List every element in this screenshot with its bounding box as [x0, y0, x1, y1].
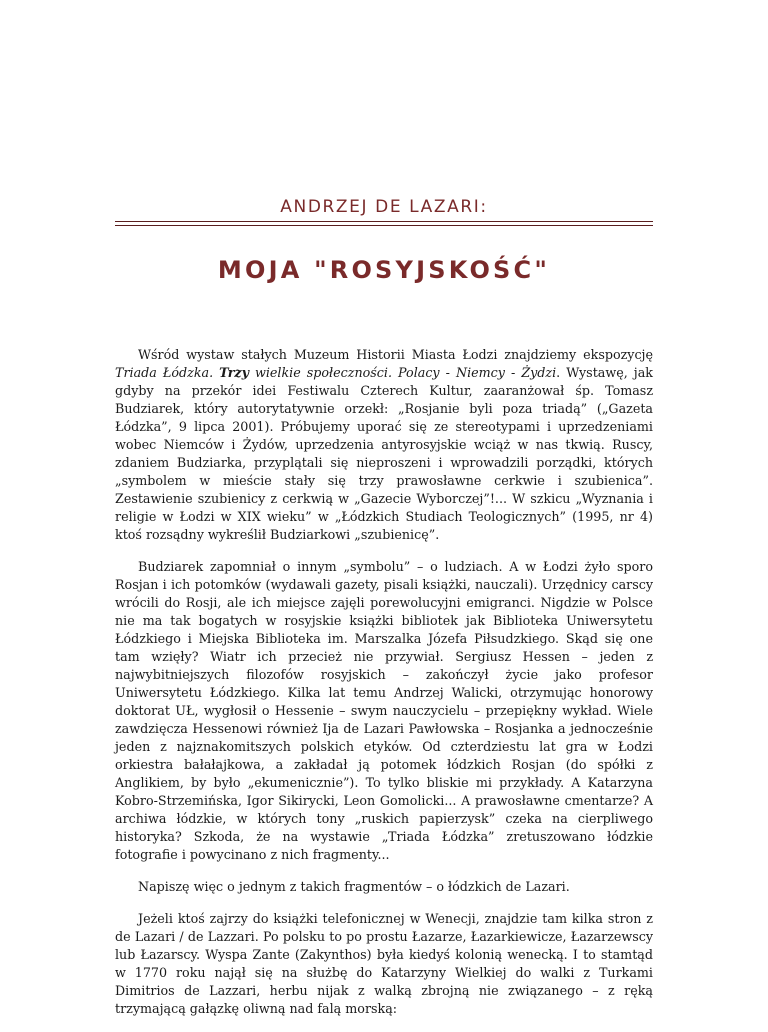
paragraph-1-exhibit-subtitle	[219, 365, 556, 380]
header-rule-bottom	[115, 225, 653, 226]
paragraph-1-exhibit-title: Triada Łódzka.	[115, 365, 214, 380]
article-title: MOJA "ROSYJSKOŚĆ"	[217, 256, 551, 284]
author-name: ANDRZEJ DE LAZARI:	[280, 197, 488, 217]
header-rule-top	[115, 221, 653, 222]
article-body	[115, 346, 653, 1032]
paragraph-1-text-f: . Wystawę, jak gdyby na przekór idei Festiwalu Czterech Kultur, zaaranżował śp. Tomasz Budziarek, który autorytatywnie orzekł: „Rosjanie byli poza triadą” („Gazeta Łódzka”, 9 lipca 2001). Próbujemy uporać się ze stereotypami i uprzedzeniami wobec Niemców i Żydów, uprzedzenia antyrosyjskie wciąż w nas tkwią. Ruscy, zdaniem Budziarka, przyplątali się nieproszeni i wprowadzili porządki, których „symbolem w mieście stały się trzy prawosławne cerkwie i szubienica”. Zestawienie szubienicy z cerkwią w „Gazecie Wyborczej”!... W szkicu „Wyznania i religie w Łodzi w XIX wieku” w „Łódzkich Studiach Teologicznych” (1995, nr 4) ktoś rozsądny wykreślił Budziarkowi „szubienicę”.	[115, 365, 653, 542]
paragraph-2: Budziarek zapomniał o innym „symbolu” – o ludziach. A w Łodzi żyło sporo Rosjan i ich potomków (wydawali gazety, pisali książki, nauczali). Urzędnicy carscy wrócili do Rosji, ale ich miejsce zajęli porewolucyjni emigranci. Nigdzie w Polsce nie ma tak bogatych w rosyjskie książki bibliotek jak Biblioteka Uniwersytetu Łódzkiego i Miejska Biblioteka im. Marszalka Józefa Piłsudzkiego. Skąd się one tam wzięły? Wiatr ich przecież nie przywiał. Sergiusz Hessen – jeden z najwybitniejszych filozofów rosyjskich – zakończył życie jako profesor Uniwersytetu Łódzkiego. Kilka lat temu Andrzej Walicki, otrzymując honorowy doktorat UŁ, wygłosił o Hessenie – swym nauczycielu – przepiękny wykład. Wiele zawdzięcza Hessenowi również Ija de Lazari Pawłowska – Rosjanka a jednocześnie jeden z najznakomitszych polskich etyków. Od czterdziestu lat gra w Łodzi orkiestra bałałajkowa, a zakładał ją potomek łódzkich Rosjan (do spółki z Anglikiem, by było „ekumenicznie”). To tylko bliskie mi przykłady. A Katarzyna Kobro-Strzemińska, Igor Sikirycki, Leon Gomolicki... A prawosławne cmentarze? A archiwa łódzkie, w których tony „ruskich papierzysk” czeka na cierpliwego historyka? Szkoda, że na wystawie „Triada Łódzka” zretuszowano łódzkie fotografie i powycinano z nich fragmenty...	[115, 559, 653, 862]
paragraph-1	[115, 346, 653, 544]
paragraph-1-text-a: Wśród wystaw stałych Muzeum Historii Miasta Łodzi znajdziemy ekspozycję	[138, 347, 653, 362]
paragraph-1-bold-word: Trzy	[219, 365, 249, 380]
paragraph-4: Jeżeli ktoś zajrzy do książki telefonicznej w Wenecji, znajdzie tam kilka stron z de Lazari / de Lazzari. Po polsku to po prostu Łazarze, Łazarkiewicze, Łazarzewscy lub Łazarscy. Wyspa Zante (Zakynthos) była kiedyś kolonią wenecką. I to stamtąd w 1770 roku najął się na służbę do Katarzyny Wielkiej do walki z Turkami Dimitrios de Lazzari, herbu nijak z walką zbrojną nie związanego – z ręką trzymającą gałązkę oliwną nad falą morską:	[115, 911, 653, 1016]
paragraph-1-subtitle-rest: wielkie społeczności. Polacy - Niemcy - Żydzi	[248, 365, 557, 380]
paragraph-3: Napiszę więc o jednym z takich fragmentów – o łódzkich de Lazari.	[138, 879, 570, 894]
